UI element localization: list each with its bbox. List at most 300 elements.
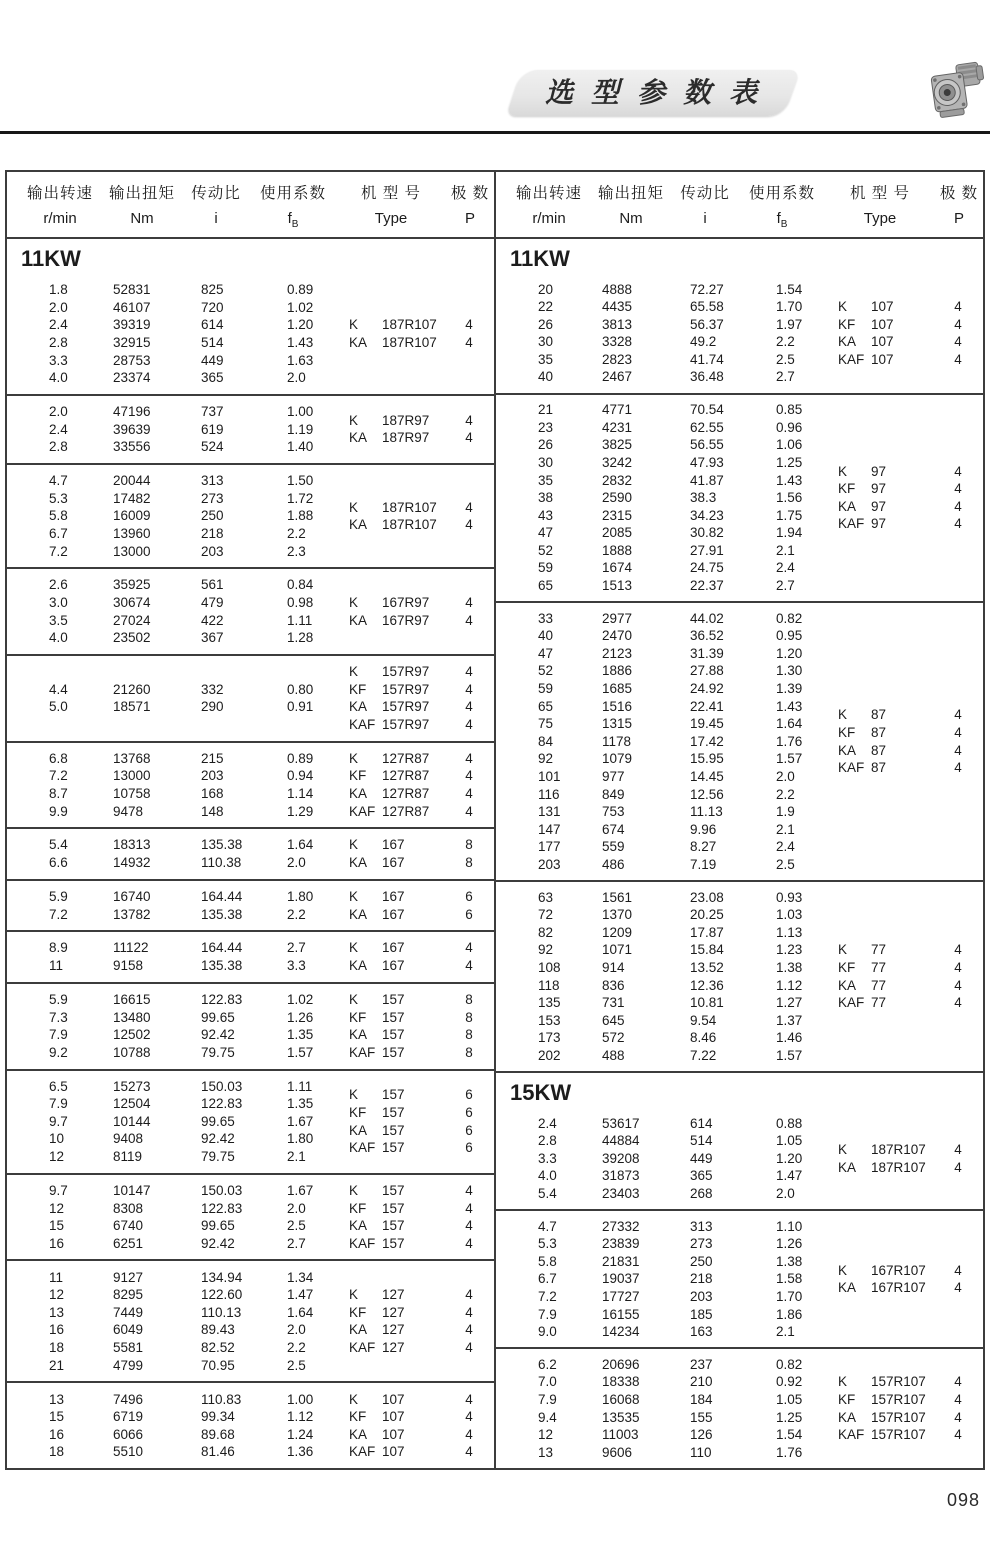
column-unit: $f_B$ [287, 210, 299, 230]
output-speed-value: 16 [49, 1426, 65, 1442]
output-torque-value: 6251 [113, 1235, 144, 1251]
column-header-cell [17, 181, 103, 230]
service-factor-value: 1.97 [776, 316, 803, 332]
output-torque-value: 12502 [113, 1027, 151, 1043]
type-line [838, 515, 975, 533]
type-list [838, 941, 975, 1011]
output-torque-value: 753 [602, 804, 625, 820]
output-torque-value: 13535 [602, 1409, 640, 1425]
type-line [838, 316, 975, 334]
column-unit: Type [863, 210, 897, 227]
service-factor-value: 1.67 [287, 1113, 314, 1129]
column-header [496, 172, 983, 239]
ratio-value: 9.54 [690, 1012, 717, 1028]
ratio-value: 99.65 [201, 1218, 235, 1234]
ratio-value: 23.08 [690, 889, 724, 905]
ratio-value: 56.37 [690, 316, 724, 332]
service-factor-value: 1.25 [776, 1409, 803, 1425]
output-torque-value: 23403 [602, 1186, 640, 1202]
rating-group [496, 1108, 983, 1209]
output-torque-value: 1888 [602, 542, 633, 558]
rating-group [7, 1381, 494, 1468]
power-section-label: 11KW [21, 246, 81, 271]
output-torque-value: 849 [602, 786, 625, 802]
output-speed-value: 9.9 [49, 803, 68, 819]
type-line [838, 351, 975, 369]
column-name-cn: 极 数 [939, 185, 979, 202]
ratio-value: 250 [690, 1253, 713, 1269]
service-factor-value: 1.20 [776, 645, 803, 661]
service-factor-value: 1.34 [287, 1269, 314, 1285]
type-prefix: KA [349, 334, 368, 350]
pole-count: 8 [465, 1044, 473, 1060]
output-torque-value: 16740 [113, 888, 151, 904]
type-line [838, 724, 975, 742]
output-torque-value: 3825 [602, 437, 633, 453]
type-model: 187R107 [382, 334, 437, 350]
type-prefix: KA [838, 1409, 857, 1425]
output-speed-value: 23 [538, 419, 554, 435]
service-factor-value: 1.76 [776, 1444, 803, 1460]
rating-group [7, 1259, 494, 1381]
output-speed-value: 30 [538, 454, 554, 470]
output-torque-value: 23502 [113, 630, 151, 646]
output-speed-value: 7.9 [538, 1392, 557, 1408]
pole-count: 4 [954, 995, 962, 1011]
output-torque-value: 20696 [602, 1356, 640, 1372]
output-speed-value: 2.8 [49, 439, 68, 455]
ratio-value: 79.75 [201, 1149, 235, 1165]
type-prefix: KA [349, 517, 368, 533]
output-torque-value: 9606 [602, 1444, 633, 1460]
output-torque-value: 17482 [113, 490, 151, 506]
service-factor-value: 2.4 [776, 839, 795, 855]
type-line [349, 1339, 486, 1357]
ratio-value: 218 [690, 1271, 713, 1287]
type-line [838, 959, 975, 977]
ratio-value: 720 [201, 299, 224, 315]
ratio-value: 126 [690, 1427, 713, 1443]
type-prefix: KF [349, 1304, 367, 1320]
type-line [349, 803, 486, 821]
ratio-value: 110.38 [201, 855, 242, 871]
ratio-value: 135.38 [201, 958, 243, 974]
pole-count: 4 [954, 481, 962, 497]
type-line [838, 333, 975, 351]
service-factor-value: 1.28 [287, 630, 314, 646]
type-model: 157R97 [382, 716, 430, 732]
output-torque-value: 14234 [602, 1324, 640, 1340]
service-factor-value: 0.92 [776, 1374, 803, 1390]
output-torque-value: 1513 [602, 578, 633, 594]
pole-count: 4 [954, 960, 962, 976]
service-factor-value: 1.05 [776, 1392, 803, 1408]
output-torque-value: 7449 [113, 1304, 144, 1320]
type-line [349, 334, 486, 352]
output-torque-value: 32915 [113, 334, 151, 350]
column-header-cell [181, 181, 251, 230]
pole-count: 6 [465, 1122, 473, 1138]
output-torque-value: 4888 [602, 281, 633, 297]
power-section-label: 11KW [510, 246, 570, 271]
output-torque-value: 10758 [113, 785, 151, 801]
output-torque-value: 488 [602, 1048, 625, 1063]
service-factor-value: 1.05 [776, 1133, 803, 1149]
column-header-cell [936, 181, 982, 230]
service-factor-value: 0.93 [776, 889, 803, 905]
pole-count: 4 [465, 803, 473, 819]
output-torque-value: 16068 [602, 1392, 640, 1408]
type-list [838, 1141, 975, 1176]
page-header [0, 0, 990, 131]
type-prefix: K [838, 707, 848, 723]
output-speed-value: 4.4 [49, 681, 68, 697]
column-unit: r/min [532, 210, 566, 227]
output-speed-value: 18 [49, 1340, 65, 1355]
output-torque-value: 15273 [113, 1078, 151, 1094]
ratio-value: 215 [201, 750, 224, 766]
service-factor-value: 1.02 [287, 299, 314, 315]
type-model: 97 [871, 481, 887, 497]
column-name-cn: 传动比 [680, 185, 730, 202]
output-torque-value: 5510 [113, 1444, 144, 1460]
service-factor-value: 0.85 [776, 402, 803, 418]
ratio-value: 92.42 [201, 1131, 235, 1147]
type-prefix: KA [838, 334, 857, 350]
data-rows [49, 1269, 349, 1375]
ratio-value: 134.94 [201, 1269, 243, 1285]
output-torque-value: 9158 [113, 958, 144, 974]
ratio-value: 332 [201, 681, 224, 697]
ratio-value: 164.44 [201, 940, 243, 956]
ratio-value: 479 [201, 595, 224, 610]
type-line [838, 1279, 975, 1297]
service-factor-value: 1.88 [287, 508, 314, 524]
output-speed-value: 2.0 [49, 299, 68, 315]
ratio-value: 210 [690, 1374, 713, 1390]
output-speed-value: 12 [49, 1200, 65, 1216]
ratio-value: 514 [690, 1133, 713, 1149]
ratio-value: 27.91 [690, 542, 724, 558]
service-factor-value: 1.64 [287, 837, 314, 853]
service-factor-value: 1.54 [776, 281, 803, 297]
service-factor-value: 1.67 [287, 1182, 314, 1198]
ratio-value: 313 [690, 1218, 713, 1234]
ratio-value: 135.38 [201, 906, 243, 922]
column-name-cn: 输出扭矩 [597, 185, 664, 202]
type-line [838, 1159, 975, 1177]
data-rows [49, 888, 349, 923]
service-factor-value: 1.64 [287, 1304, 314, 1320]
service-factor-value: 2.3 [287, 543, 306, 559]
type-model: 187R107 [382, 517, 437, 533]
title-banner [506, 70, 800, 116]
type-model: 157 [382, 1027, 405, 1043]
ratio-value: 92.42 [201, 1235, 235, 1251]
gearmotor-photo-icon [929, 57, 987, 123]
pole-count: 4 [465, 412, 473, 428]
pole-count: 6 [465, 906, 473, 922]
service-factor-value: 2.5 [776, 351, 795, 367]
rating-group [7, 394, 494, 463]
ratio-value: 99.65 [201, 1009, 235, 1025]
type-list [349, 594, 486, 629]
type-prefix: KAF [838, 516, 865, 532]
type-model: 87 [871, 742, 887, 758]
ratio-value: 9.96 [690, 821, 717, 837]
type-model: 157 [382, 1087, 405, 1103]
output-torque-value: 2832 [602, 472, 633, 488]
service-factor-value: 1.57 [287, 1044, 314, 1060]
service-factor-value: 1.03 [776, 907, 803, 923]
type-line [838, 1391, 975, 1409]
ratio-value: 365 [201, 370, 224, 386]
data-rows [49, 1391, 349, 1461]
output-torque-value: 9127 [113, 1269, 144, 1285]
type-prefix: K [349, 412, 359, 428]
output-speed-value: 5.9 [49, 888, 68, 904]
type-prefix: K [349, 837, 359, 853]
pole-count: 4 [465, 334, 473, 350]
output-speed-value: 10 [49, 1131, 65, 1147]
type-prefix: KA [838, 977, 857, 993]
output-torque-value: 8308 [113, 1200, 144, 1216]
ratio-value: 41.87 [690, 472, 724, 488]
output-torque-value: 47196 [113, 404, 151, 420]
output-speed-value: 11 [49, 1269, 64, 1285]
service-factor-value: 1.47 [776, 1168, 803, 1184]
pole-count: 6 [465, 1105, 473, 1121]
service-factor-value: 1.9 [776, 804, 795, 820]
service-factor-value: 1.64 [776, 716, 803, 732]
type-line [349, 412, 486, 430]
output-torque-value: 3242 [602, 454, 633, 470]
type-line [349, 836, 486, 854]
type-model: 157 [382, 1200, 405, 1216]
pole-count: 8 [465, 991, 473, 1007]
pole-count: 4 [954, 1159, 962, 1175]
service-factor-value: 2.7 [287, 940, 306, 956]
output-torque-value: 1516 [602, 698, 633, 714]
output-speed-value: 26 [538, 316, 554, 332]
type-line [349, 1235, 486, 1253]
pole-count: 4 [465, 1287, 473, 1303]
ratio-value: 122.60 [201, 1287, 243, 1303]
type-line [349, 716, 486, 734]
service-factor-value: 1.24 [287, 1426, 314, 1442]
type-model: 157R97 [382, 699, 430, 715]
service-factor-value: 1.20 [287, 317, 314, 333]
pole-count: 4 [954, 516, 962, 532]
ratio-value: 22.41 [690, 698, 724, 714]
service-factor-value: 1.26 [776, 1236, 803, 1252]
output-speed-value: 72 [538, 907, 554, 923]
type-line [349, 1217, 486, 1235]
pole-count: 4 [954, 1409, 962, 1425]
service-factor-value: 0.89 [287, 750, 314, 766]
service-factor-value: 2.5 [776, 857, 795, 873]
type-model: 87 [871, 760, 887, 776]
type-line [349, 663, 486, 681]
output-torque-value: 20044 [113, 473, 151, 489]
ratio-value: 561 [201, 577, 224, 593]
type-model: 167 [382, 888, 405, 904]
service-factor-value: 1.36 [287, 1444, 314, 1460]
pole-count: 4 [954, 334, 962, 350]
type-model: 107 [382, 1444, 405, 1460]
type-prefix: K [349, 1182, 359, 1198]
type-model: 187R107 [382, 317, 437, 333]
output-speed-value: 9.2 [49, 1044, 68, 1060]
type-line [349, 499, 486, 517]
data-rows [538, 401, 838, 595]
type-line [349, 612, 486, 630]
type-list [349, 991, 486, 1061]
type-line [838, 1373, 975, 1391]
type-prefix: KF [349, 1009, 367, 1025]
output-torque-value: 4771 [602, 402, 633, 418]
data-rows [538, 889, 838, 1065]
ratio-value: 825 [201, 282, 224, 298]
output-torque-value: 46107 [113, 299, 151, 315]
pole-count: 4 [465, 612, 473, 628]
column-name-cn: 机 型 号 [360, 185, 422, 202]
output-speed-value: 35 [538, 351, 554, 367]
output-speed-value: 9.7 [49, 1113, 68, 1129]
service-factor-value: 1.23 [776, 942, 803, 958]
output-speed-value: 5.8 [49, 508, 68, 524]
type-prefix: KA [349, 906, 368, 922]
output-speed-value: 26 [538, 437, 554, 453]
type-model: 187R107 [382, 499, 437, 515]
ratio-value: 11.13 [690, 804, 723, 820]
ratio-value: 150.03 [201, 1078, 243, 1094]
type-model: 167 [382, 906, 405, 922]
output-torque-value: 6049 [113, 1322, 144, 1338]
service-factor-value: 1.58 [776, 1271, 803, 1287]
ratio-value: 614 [690, 1115, 713, 1131]
data-rows [49, 939, 349, 974]
pole-count: 4 [954, 1142, 962, 1158]
pole-count: 4 [465, 664, 473, 680]
type-prefix: KA [349, 785, 368, 801]
type-model: 157R107 [871, 1374, 926, 1390]
type-model: 127 [382, 1287, 405, 1303]
ratio-value: 47.93 [690, 454, 724, 470]
type-line [838, 498, 975, 516]
output-torque-value: 2467 [602, 369, 633, 385]
type-model: 127R87 [382, 768, 430, 784]
type-list [349, 1182, 486, 1252]
type-model: 107 [871, 316, 894, 332]
type-prefix: KAF [349, 1140, 376, 1156]
output-speed-value: 153 [538, 1012, 561, 1028]
ratio-value: 367 [201, 630, 224, 646]
ratio-value: 155 [690, 1409, 713, 1425]
pole-count: 4 [954, 1374, 962, 1390]
output-speed-value: 82 [538, 924, 554, 940]
service-factor-value: 1.11 [287, 612, 313, 628]
type-line [349, 854, 486, 872]
ratio-value: 619 [201, 421, 224, 437]
type-list [349, 888, 486, 923]
output-torque-value: 9408 [113, 1131, 144, 1147]
pole-count: 4 [465, 1409, 473, 1425]
column-header-cell [740, 181, 824, 230]
service-factor-value: 1.27 [776, 995, 803, 1011]
type-prefix: K [349, 940, 359, 956]
data-rows [49, 1078, 349, 1166]
ratio-value: 148 [201, 803, 224, 819]
column-header-cell [592, 181, 670, 230]
type-prefix: KF [838, 725, 856, 741]
type-model: 167 [382, 940, 405, 956]
type-list [349, 1391, 486, 1461]
type-model: 167R107 [871, 1262, 926, 1278]
type-model: 127R87 [382, 785, 430, 801]
pole-count: 4 [954, 725, 962, 741]
type-prefix: K [838, 299, 848, 315]
output-speed-value: 2.8 [49, 334, 68, 350]
output-speed-value: 40 [538, 628, 554, 644]
output-torque-value: 18338 [602, 1374, 640, 1390]
output-speed-value: 65 [538, 698, 554, 714]
service-factor-value: 2.0 [287, 370, 306, 386]
output-speed-value: 108 [538, 960, 561, 976]
output-torque-value: 21831 [602, 1253, 640, 1269]
data-rows [49, 1182, 349, 1252]
rating-group [496, 1209, 983, 1347]
type-prefix: KF [349, 1200, 367, 1216]
ratio-value: 290 [201, 699, 224, 715]
type-line [349, 316, 486, 334]
output-speed-value: 135 [538, 995, 561, 1011]
column-name-cn: 输出扭矩 [108, 185, 175, 202]
page-footer [947, 1490, 980, 1511]
output-torque-value: 35925 [113, 577, 151, 593]
type-model: 157R97 [382, 681, 430, 697]
type-line [349, 594, 486, 612]
ratio-value: 185 [690, 1306, 713, 1322]
output-speed-value: 5.8 [538, 1253, 557, 1269]
pole-count: 4 [954, 1427, 962, 1443]
type-line [349, 1391, 486, 1409]
pole-count: 4 [954, 977, 962, 993]
output-speed-value: 11 [49, 958, 64, 974]
output-torque-value: 731 [602, 995, 625, 1011]
output-torque-value: 18571 [113, 699, 151, 715]
service-factor-value: 1.54 [776, 1427, 803, 1443]
type-prefix: KA [349, 1122, 368, 1138]
type-line [349, 1200, 486, 1218]
type-prefix: K [838, 1142, 848, 1158]
pole-count: 6 [465, 1140, 473, 1156]
ratio-value: 17.87 [690, 924, 724, 940]
service-factor-value: 0.95 [776, 628, 803, 644]
type-prefix: KF [349, 768, 367, 784]
type-model: 167 [382, 855, 405, 871]
column-name-cn: 输出转速 [515, 185, 582, 202]
service-factor-value: 1.00 [287, 404, 314, 420]
column-unit: i [703, 210, 707, 227]
ratio-value: 237 [690, 1356, 713, 1372]
output-speed-value: 13 [49, 1391, 65, 1407]
type-model: 167 [382, 958, 405, 974]
pole-count: 4 [954, 1262, 962, 1278]
ratio-value: 34.23 [690, 507, 724, 523]
type-line [349, 750, 486, 768]
service-factor-value: 1.25 [776, 454, 803, 470]
